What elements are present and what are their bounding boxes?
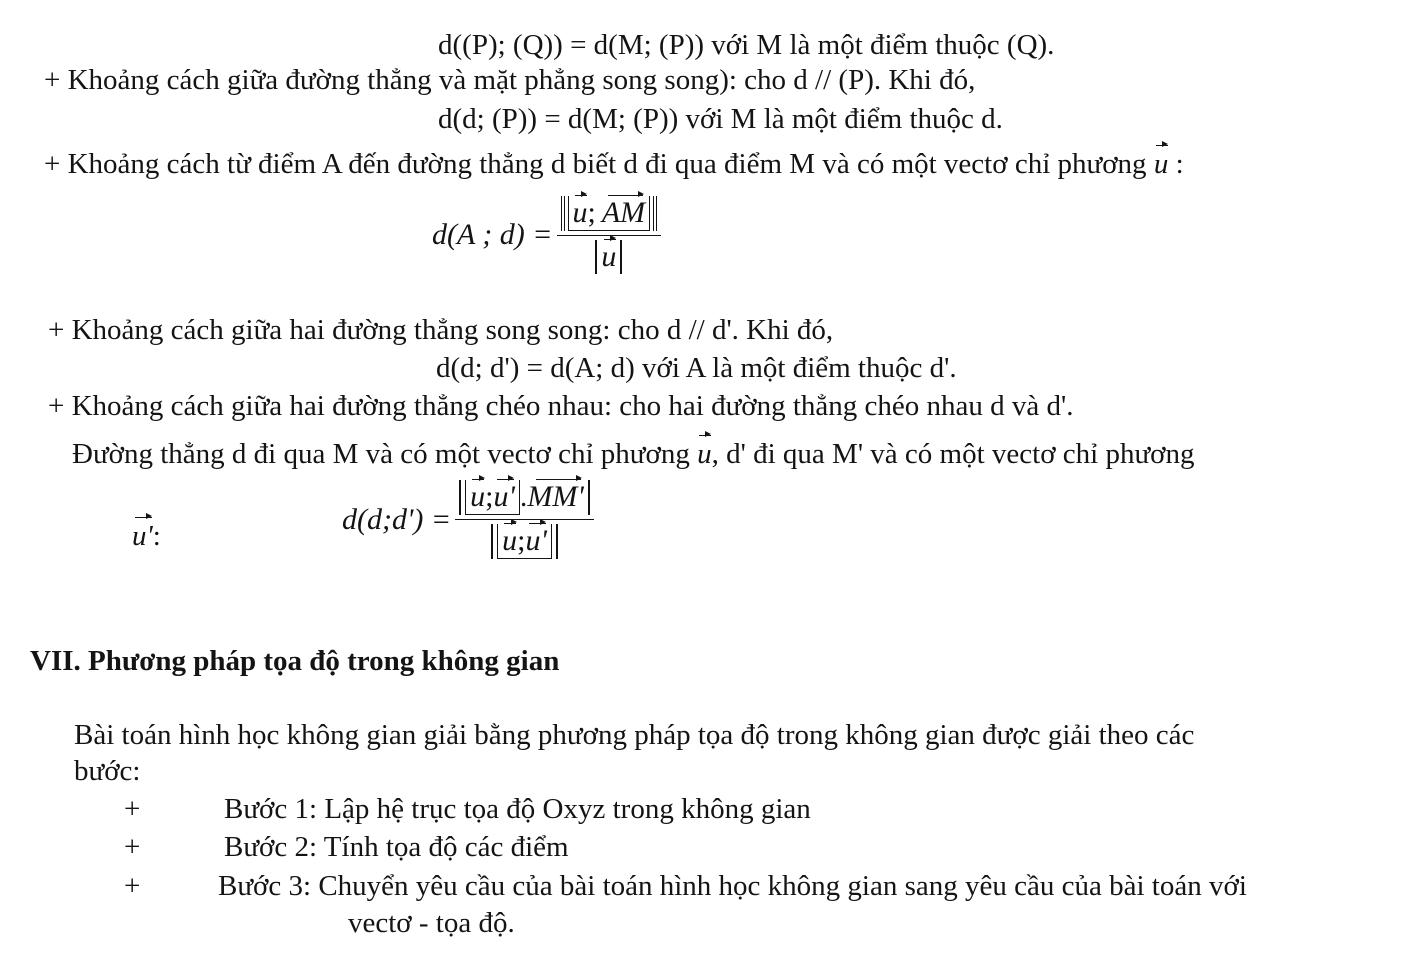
text-line: d((P); (Q)) = d(M; (P)) với M là một điểm thuộc (Q). <box>438 29 1055 61</box>
separator: ; <box>517 524 526 557</box>
text-segment: : <box>1175 148 1184 180</box>
vector-u: u <box>697 438 712 470</box>
step-item: Bước 3: Chuyển yêu cầu của bài toán hình học không gian sang yêu cầu của bài toán với <box>218 870 1247 902</box>
paragraph-line: bước: <box>74 755 141 787</box>
text-line: d(d; d') = d(A; d) với A là một điểm thuộc d'. <box>436 352 957 384</box>
step-bullet: + <box>124 831 141 863</box>
vector-u: u <box>502 524 518 557</box>
step-item: Bước 2: Tính tọa độ các điểm <box>224 831 569 863</box>
norm <box>491 524 558 559</box>
text-line <box>44 146 1184 182</box>
vector-u-prime: u' <box>132 520 153 552</box>
numerator <box>557 196 662 235</box>
formula-lhs: d(A ; d) = <box>432 218 553 251</box>
step-item-continuation: vectơ - tọa độ. <box>348 907 515 939</box>
vector-u: u <box>572 196 588 229</box>
section-heading: VII. Phương pháp tọa độ trong không gian <box>30 645 560 677</box>
vector-u: u <box>1153 148 1169 180</box>
separator: ; <box>485 480 494 513</box>
text-line: + Khoảng cách giữa đường thẳng và mặt phẳng song song): cho d // (P). Khi đó, <box>44 64 976 96</box>
paragraph-line: Bài toán hình học không gian giải bằng phương pháp tọa độ trong không gian được giải theo các <box>74 719 1195 751</box>
text-segment: Đường thẳng d đi qua M và có một vectơ chỉ phương <box>72 438 690 470</box>
formula-lhs: d(d;d') = <box>342 502 452 536</box>
text-segment: + Khoảng cách từ điểm A đến đường thẳng d biết d đi qua điểm M và có một vectơ chỉ phương <box>44 148 1147 180</box>
vector-u-prime: u' <box>525 524 547 557</box>
text-line <box>132 518 161 554</box>
fraction <box>557 196 662 274</box>
vector-am: AM <box>601 196 646 229</box>
formula-skew-lines-distance <box>342 480 594 559</box>
cross-product <box>568 196 651 231</box>
denominator <box>591 236 626 274</box>
vector-u-prime: u' <box>493 480 515 513</box>
dot-operator: . <box>519 480 528 513</box>
text-segment: , d' đi qua M' và có một vectơ chỉ phương <box>711 438 1195 470</box>
norm <box>561 196 658 231</box>
denominator <box>487 520 562 559</box>
text-segment: : <box>152 520 161 552</box>
step-bullet: + <box>124 793 141 825</box>
vector-u: u <box>601 240 617 273</box>
text-line: d(d; (P)) = d(M; (P)) với M là một điểm thuộc d. <box>438 103 1003 135</box>
text-line: + Khoảng cách giữa hai đường thẳng chéo nhau: cho hai đường thẳng chéo nhau d và d'. <box>48 390 1074 422</box>
step-item: Bước 1: Lập hệ trục tọa độ Oxyz trong không gian <box>224 793 811 825</box>
vector-mm-prime: MM' <box>527 480 584 513</box>
step-bullet: + <box>124 870 141 902</box>
norm <box>595 240 622 274</box>
separator: ; <box>587 196 596 229</box>
formula-point-line-distance <box>432 196 661 274</box>
vector-u: u <box>470 480 486 513</box>
abs-value <box>459 480 590 515</box>
numerator <box>455 480 594 519</box>
cross-product <box>465 480 520 515</box>
fraction <box>455 480 594 559</box>
cross-product <box>497 524 552 559</box>
text-line <box>72 436 1195 472</box>
text-line: + Khoảng cách giữa hai đường thẳng song song: cho d // d'. Khi đó, <box>48 314 834 346</box>
